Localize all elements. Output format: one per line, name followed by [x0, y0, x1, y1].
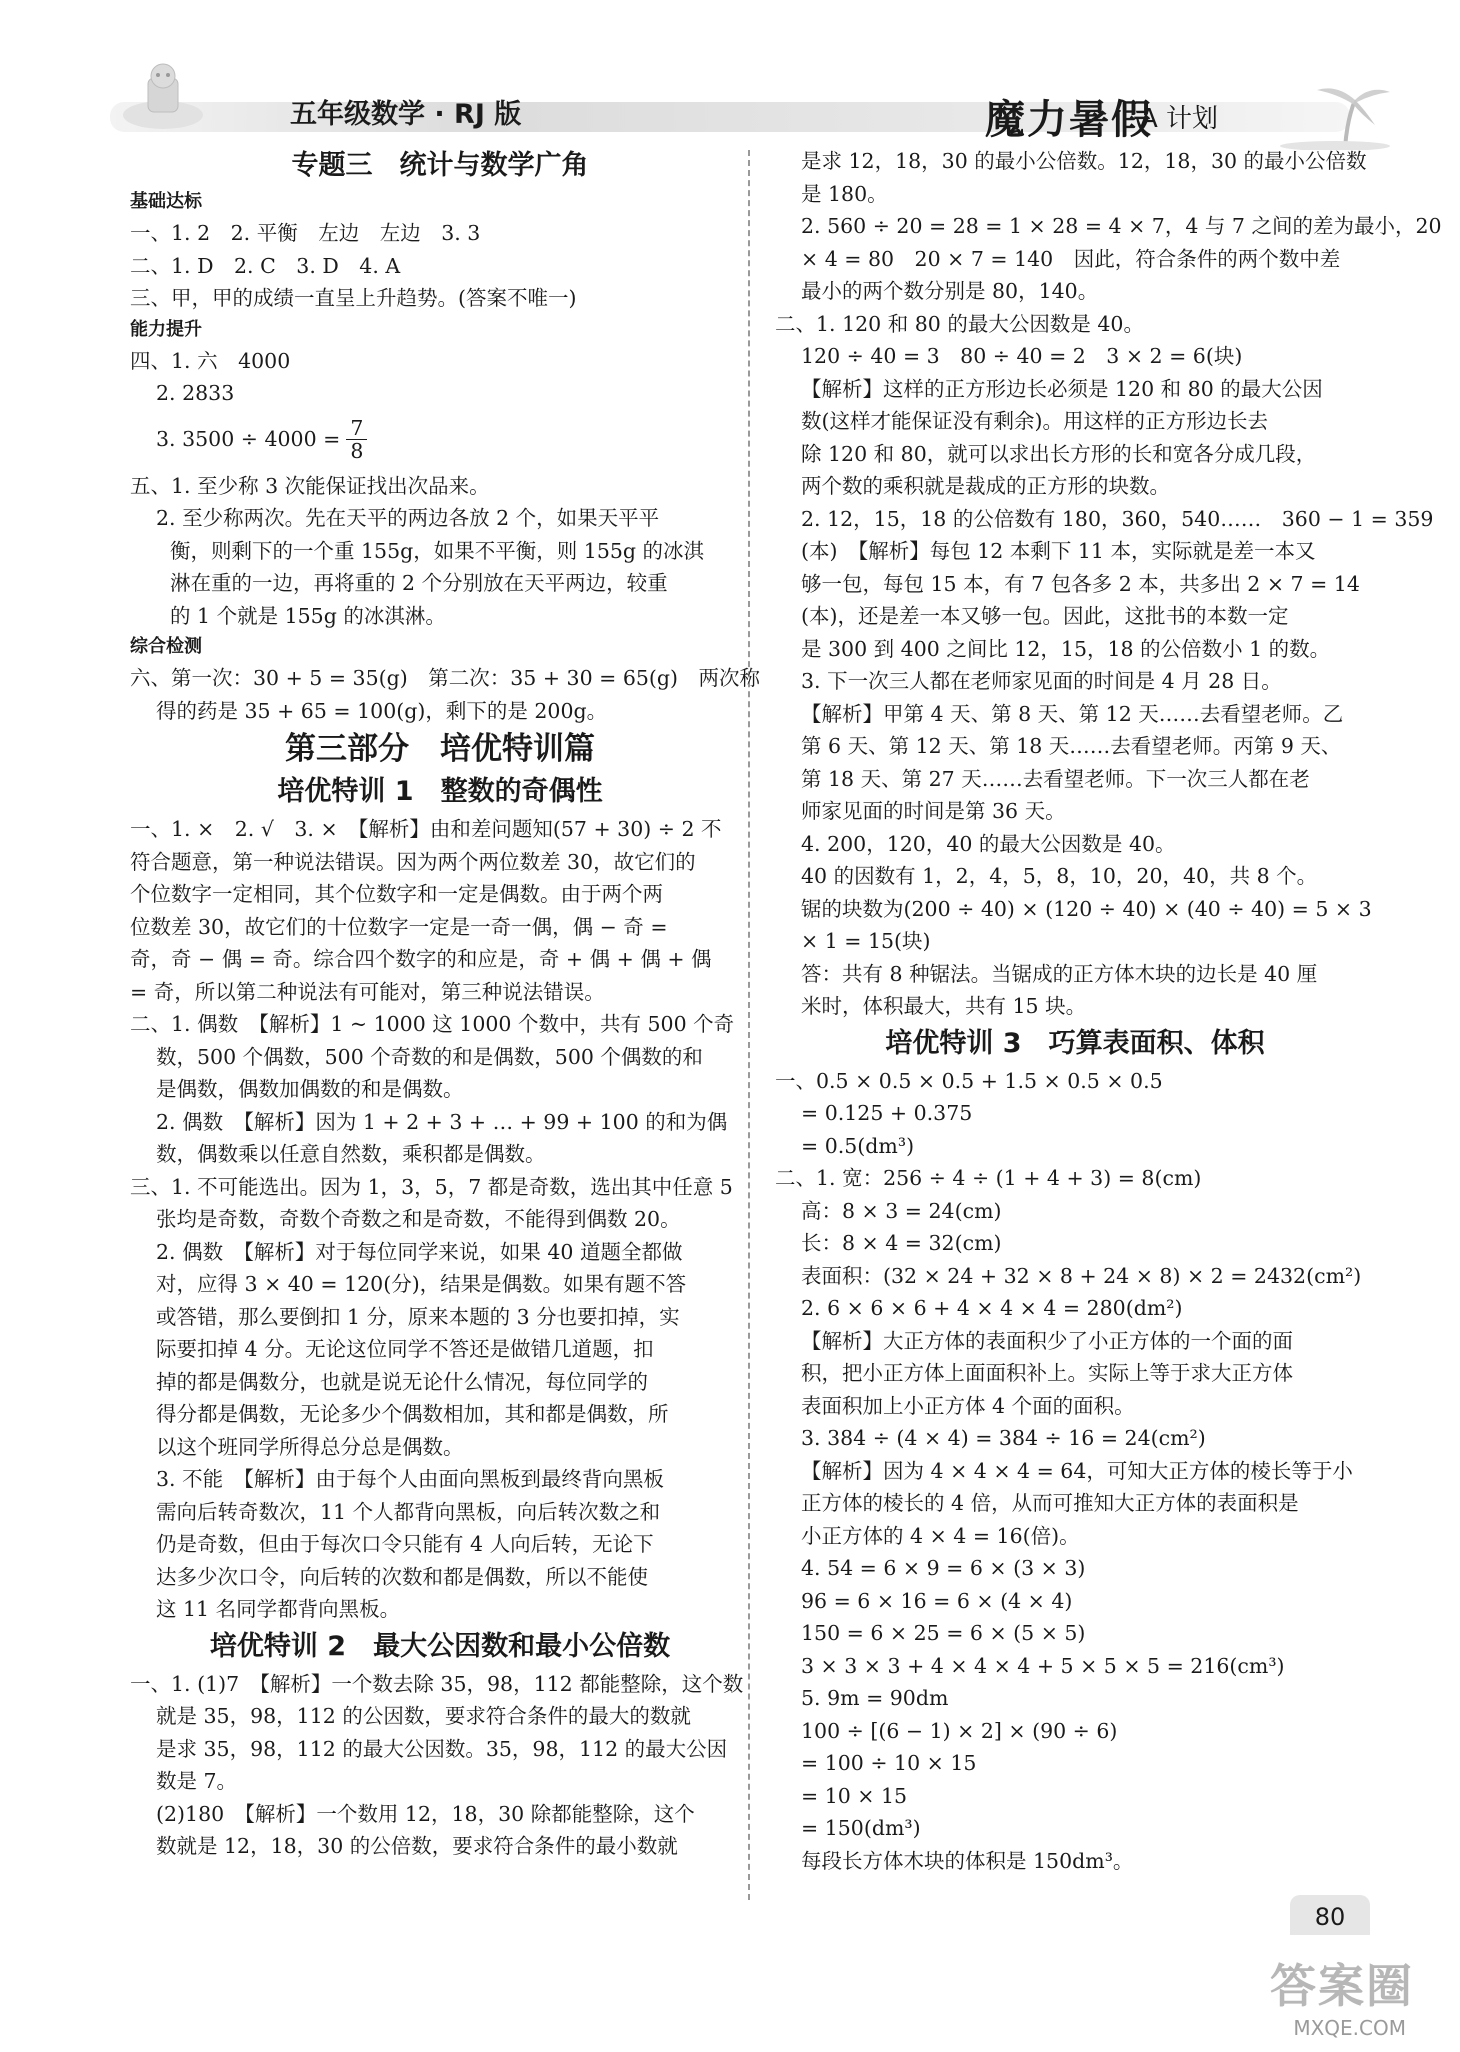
answer-line: 2. 偶数 【解析】对于每位同学来说，如果 40 道题全都做	[156, 1239, 683, 1264]
answer-line: 96 = 6 × 16 = 6 × (4 × 4)	[801, 1588, 1073, 1613]
fraction-denominator: 8	[350, 439, 364, 463]
answer-line: 二、1. 120 和 80 的最大公因数是 40。	[775, 311, 1144, 336]
answer-line: 衡，则剩下的一个重 155g，如果不平衡，则 155g 的冰淇	[170, 538, 705, 563]
palm-tree-icon	[1275, 80, 1395, 150]
answer-line: 米时，体积最大，共有 15 块。	[801, 994, 1087, 1018]
answer-line: 个位数字一定相同，其个位数字和一定是偶数。由于两个两	[130, 882, 663, 906]
training2-title: 培优特训 2 最大公因数和最小公倍数	[209, 1630, 671, 1662]
answer-line: 一、0.5 × 0.5 × 0.5 + 1.5 × 0.5 × 0.5	[775, 1068, 1163, 1093]
answer-line: 淋在重的一边，再将重的 2 个分别放在天平两边，较重	[170, 571, 668, 595]
answer-line: 际要扣掉 4 分。无论这位同学不答还是做错几道题，扣	[156, 1337, 654, 1361]
answer-line: 二、1. 偶数 【解析】1 ~ 1000 这 1000 个数中，共有 500 个奇	[130, 1012, 735, 1036]
answer-line: 2. 2833	[156, 381, 235, 405]
answer-line: 是 180。	[801, 181, 888, 206]
answer-line: 数，500 个偶数，500 个奇数的和是偶数，500 个偶数的和	[156, 1044, 703, 1069]
fraction-expression: 3. 3500 ÷ 4000 =	[156, 427, 341, 452]
answer-line: 一、1. 2 2. 平衡 左边 左边 3. 3	[130, 221, 481, 245]
answer-line: 3. 下一次三人都在老师家见面的时间是 4 月 28 日。	[801, 669, 1282, 693]
answer-line: (本) 【解析】每包 12 本剩下 11 本，实际就是差一本又	[801, 539, 1316, 563]
answer-line: (2)180 【解析】一个数用 12，18，30 除都能整除，这个	[156, 1801, 695, 1826]
answer-line: 第 6 天、第 12 天、第 18 天……去看望老师。丙第 9 天、	[801, 734, 1342, 758]
answer-line: 是 300 到 400 之间比 12，15，18 的公倍数小 1 的数。	[801, 636, 1331, 661]
answer-line: (本)，还是差一本又够一包。因此，这批书的本数一定	[801, 604, 1289, 628]
answer-line: 2. 至少称两次。先在天平的两边各放 2 个，如果天平平	[156, 506, 660, 530]
answer-line: 2. 12，15，18 的公倍数有 180，360，540…… 360 − 1 = 359	[801, 506, 1434, 531]
answer-line: 最小的两个数分别是 80，140。	[801, 279, 1099, 303]
answer-line: 高：8 × 3 = 24(cm)	[801, 1198, 1002, 1223]
brand-title: 魔力暑假	[985, 97, 1153, 143]
answer-line: 奇，奇 − 偶 = 奇。综合四个数字的和应是，奇 + 偶 + 偶 + 偶	[130, 947, 712, 971]
answer-line: × 4 = 80 20 × 7 = 140 因此，符合条件的两个数中差	[801, 246, 1341, 271]
answer-line: 的 1 个就是 155g 的冰淇淋。	[170, 603, 446, 628]
answer-line: = 150(dm³)	[801, 1816, 921, 1840]
answer-line: 3. 不能 【解析】由于每个人由面向黑板到最终背向黑板	[156, 1467, 664, 1491]
answer-line: 数(这样才能保证没有剩余)。用这样的正方形边长去	[801, 409, 1268, 433]
answer-line: 仍是奇数，但由于每次口令只能有 4 人向后转，无论下	[156, 1532, 654, 1556]
section-ability: 能力提升	[130, 318, 202, 340]
answer-line: 【解析】大正方体的表面积少了小正方体的一个面的面	[801, 1328, 1293, 1353]
answer-line: = 100 ÷ 10 × 15	[801, 1751, 977, 1775]
answer-line: 2. 6 × 6 × 6 + 4 × 4 × 4 = 280(dm²)	[801, 1296, 1183, 1320]
fraction-answer	[130, 410, 750, 470]
answer-line: 二、1. 宽：256 ÷ 4 ÷ (1 + 4 + 3) = 8(cm)	[775, 1166, 1202, 1190]
answer-line: = 0.125 + 0.375	[801, 1101, 973, 1125]
answer-line: 每段长方体木块的体积是 150dm³。	[801, 1848, 1134, 1873]
answer-line: 需向后转奇数次，11 个人都背向黑板，向后转次数之和	[156, 1499, 661, 1524]
training3-title: 培优特训 3 巧算表面积、体积	[885, 1027, 1265, 1059]
answer-line: 数就是 12，18，30 的公倍数，要求符合条件的最小数就	[156, 1834, 678, 1858]
answer-line: 是偶数，偶数加偶数的和是偶数。	[156, 1077, 464, 1101]
answer-line: 二、1. D 2. C 3. D 4. A	[130, 253, 401, 278]
answer-line: 长：8 × 4 = 32(cm)	[801, 1231, 1002, 1255]
topic3-title: 专题三 统计与数学广角	[291, 150, 589, 181]
watermark	[1270, 1950, 1414, 2040]
answer-line: 4. 54 = 6 × 9 = 6 × (3 × 3)	[801, 1556, 1086, 1580]
answer-line: 数，偶数乘以任意自然数，乘积都是偶数。	[156, 1142, 546, 1166]
answer-line: 正方体的棱长的 4 倍，从而可推知大正方体的表面积是	[801, 1491, 1299, 1515]
answer-line: 就是 35，98，112 的公因数，要求符合条件的最大的数就	[156, 1704, 691, 1728]
watermark-logo: 答案圈	[1270, 1959, 1414, 2013]
answer-line: 位数差 30，故它们的十位数字一定是一奇一偶，偶 − 奇 =	[130, 914, 668, 939]
answer-line: 这 11 名同学都背向黑板。	[156, 1597, 401, 1621]
answer-line: 【解析】这样的正方形边长必须是 120 和 80 的最大公因	[801, 376, 1323, 401]
answer-line: 是求 35，98，112 的最大公因数。35，98，112 的最大公因	[156, 1736, 728, 1761]
watermark-url: MXQE.COM	[1293, 2016, 1406, 2040]
answer-line: 第 18 天、第 27 天……去看望老师。下一次三人都在老	[801, 766, 1310, 791]
answer-line: 达多少次口令，向后转的次数和都是偶数，所以不能使	[156, 1564, 648, 1589]
answer-line: 表面积：(32 × 24 + 32 × 8 + 24 × 8) × 2 = 2432(cm²)	[801, 1263, 1362, 1288]
answer-line: = 奇，所以第二种说法有可能对，第三种说法错误。	[130, 979, 605, 1004]
answer-line: 积，把小正方体上面面积补上。实际上等于求大正方体	[801, 1361, 1293, 1385]
answer-line: 张均是奇数，奇数个奇数之和是奇数，不能得到偶数 20。	[156, 1207, 681, 1231]
answer-line: 数是 7。	[156, 1769, 238, 1793]
answer-line: 以这个班同学所得总分总是偶数。	[156, 1434, 464, 1459]
answer-line: 一、1. × 2. √ 3. × 【解析】由和差问题知(57 + 30) ÷ 2 不	[130, 817, 722, 841]
answer-line: 3. 384 ÷ (4 × 4) = 384 ÷ 16 = 24(cm²)	[801, 1426, 1206, 1450]
answer-line: = 10 × 15	[801, 1783, 908, 1808]
answer-line: 120 ÷ 40 = 3 80 ÷ 40 = 2 3 × 2 = 6(块)	[801, 344, 1243, 368]
answer-line: 够一包，每包 15 本，有 7 包各多 2 本，共多出 2 × 7 = 14	[801, 571, 1360, 596]
answer-line: 答：共有 8 种锯法。当锯成的正方体木块的边长是 40 厘	[801, 961, 1318, 986]
left-column	[130, 145, 761, 1863]
answer-line: 一、1. (1)7 【解析】一个数去除 35，98，112 都能整除，这个数	[130, 1671, 744, 1696]
answer-line: 师家见面的时间是第 36 天。	[801, 799, 1066, 823]
answer-line: 除 120 和 80，就可以求出长方形的长和宽各分成几段，	[801, 441, 1317, 466]
answer-line: 锯的块数为(200 ÷ 40) × (120 ÷ 40) × (40 ÷ 40) = 5 × 3	[801, 896, 1372, 921]
section-basic: 基础达标	[130, 191, 202, 212]
answer-line: 是求 12，18，30 的最小公倍数。12，18，30 的最小公倍数	[801, 149, 1367, 173]
training1-title: 培优特训 1 整数的奇偶性	[277, 776, 603, 807]
answer-line: 【解析】甲第 4 天、第 8 天、第 12 天……去看望老师。乙	[801, 701, 1344, 726]
answer-line: 四、1. 六 4000	[130, 348, 291, 373]
answer-line: 小正方体的 4 × 4 = 16(倍)。	[801, 1523, 1080, 1548]
section-comprehensive: 综合检测	[130, 636, 202, 657]
answer-line: 或答错，那么要倒扣 1 分，原来本题的 3 分也要扣掉，实	[156, 1304, 680, 1329]
answer-line: 100 ÷ [(6 − 1) × 2] × (90 ÷ 6)	[801, 1718, 1118, 1743]
answer-line: 40 的因数有 1，2，4，5，8，10，20，40，共 8 个。	[801, 864, 1318, 888]
cartoon-mascot-icon	[118, 60, 208, 135]
answer-line: 5. 9m = 90dm	[801, 1686, 949, 1710]
fraction	[346, 417, 367, 462]
answer-line: 两个数的乘积就是裁成的正方形的块数。	[801, 474, 1170, 498]
answer-line: 150 = 6 × 25 = 6 × (5 × 5)	[801, 1621, 1086, 1645]
answer-line: 三、甲，甲的成绩一直呈上升趋势。(答案不唯一)	[130, 286, 577, 310]
answer-line: 六、第一次：30 + 5 = 35(g) 第二次：35 + 30 = 65(g) 两次称	[130, 666, 761, 690]
answer-line: 符合题意，第一种说法错误。因为两个两位数差 30，故它们的	[130, 849, 696, 874]
right-column	[775, 145, 1442, 1877]
fraction-numerator: 7	[346, 417, 367, 440]
answer-line: 对，应得 3 × 40 = 120(分)，结果是偶数。如果有题不答	[156, 1272, 687, 1296]
page-number: 80	[1290, 1895, 1370, 1935]
answer-line: × 1 = 15(块)	[801, 929, 931, 953]
answer-line: 得分都是偶数，无论多少个偶数相加，其和都是偶数，所	[156, 1402, 669, 1426]
answer-line: 三、1. 不可能选出。因为 1，3，5，7 都是奇数，选出其中任意 5	[130, 1174, 733, 1199]
part3-title: 第三部分 培优特训篇	[285, 731, 595, 767]
answer-line: 掉的都是偶数分，也就是说无论什么情况，每位同学的	[156, 1369, 648, 1394]
answer-line: 4. 200，120，40 的最大公因数是 40。	[801, 831, 1176, 856]
answer-line: 【解析】因为 4 × 4 × 4 = 64，可知大正方体的棱长等于小	[801, 1458, 1353, 1483]
brand-subtitle: A 计划	[1140, 104, 1219, 134]
answer-line: 2. 偶数 【解析】因为 1 + 2 + 3 + … + 99 + 100 的和为偶	[156, 1109, 728, 1134]
answer-line: 得的药是 35 + 65 = 100(g)，剩下的是 200g。	[156, 698, 608, 723]
answer-line: = 0.5(dm³)	[801, 1133, 915, 1158]
answer-line: 3 × 3 × 3 + 4 × 4 × 4 + 5 × 5 × 5 = 216(cm³)	[801, 1653, 1285, 1678]
page-header	[0, 0, 1460, 150]
answer-line: 2. 560 ÷ 20 = 28 = 1 × 28 = 4 × 7，4 与 7 之间的差为最小，20	[801, 214, 1442, 238]
book-title: 五年级数学 · RJ 版	[290, 99, 522, 130]
answer-line: 五、1. 至少称 3 次能保证找出次品来。	[130, 473, 490, 498]
answer-line: 表面积加上小正方体 4 个面的面积。	[801, 1393, 1135, 1418]
